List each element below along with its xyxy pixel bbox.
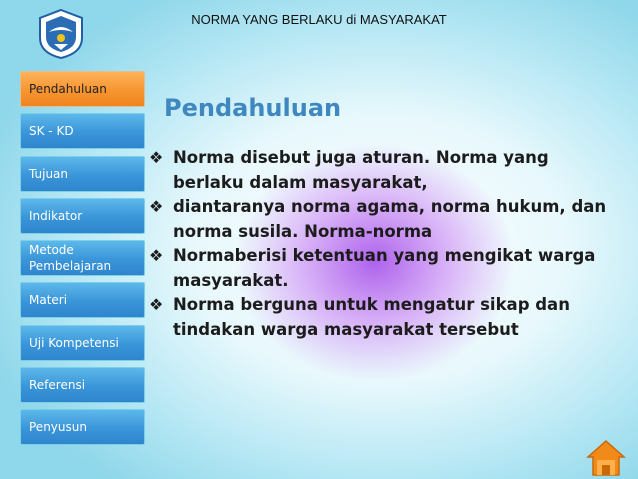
diamond-bullet-icon: ❖ bbox=[149, 295, 164, 314]
section-heading: Pendahuluan bbox=[164, 94, 342, 122]
bullet-list bbox=[147, 146, 617, 342]
sidebar-item-label: Tujuan bbox=[29, 167, 69, 181]
sidebar-item-referensi[interactable] bbox=[20, 367, 145, 403]
slide-title: NORMA YANG BERLAKU di MASYARAKAT bbox=[191, 12, 447, 27]
list-item bbox=[147, 293, 617, 342]
list-item-text: Normaberisi ketentuan yang mengikat warga masyarakat. bbox=[173, 246, 596, 290]
diamond-bullet-icon: ❖ bbox=[149, 148, 164, 167]
sidebar-item-label: Indikator bbox=[29, 209, 83, 223]
tut-wuri-handayani-logo bbox=[36, 8, 86, 60]
list-item-text: Norma berguna untuk mengatur sikap dan tindakan warga masyarakat tersebut bbox=[173, 295, 570, 339]
list-item bbox=[147, 244, 617, 293]
list-item bbox=[147, 146, 617, 195]
sidebar-item-materi[interactable] bbox=[20, 282, 145, 318]
diamond-bullet-icon: ❖ bbox=[149, 246, 164, 265]
sidebar-item-penyusun[interactable] bbox=[20, 409, 145, 445]
diamond-bullet-icon: ❖ bbox=[149, 197, 164, 216]
sidebar-item-label: Materi bbox=[29, 293, 68, 307]
sidebar-item-label: SK - KD bbox=[29, 124, 74, 138]
sidebar-item-label: Uji Kompetensi bbox=[29, 336, 119, 350]
sidebar-item-sk-kd[interactable] bbox=[20, 113, 145, 149]
sidebar-item-label: Pendahuluan bbox=[29, 82, 107, 96]
sidebar-item-pendahuluan[interactable] bbox=[20, 71, 145, 107]
sidebar-item-indikator[interactable] bbox=[20, 198, 145, 234]
sidebar-item-metode-pembelajaran[interactable] bbox=[20, 240, 145, 276]
sidebar-item-tujuan[interactable] bbox=[20, 156, 145, 192]
list-item bbox=[147, 195, 617, 244]
sidebar-item-uji-kompetensi[interactable] bbox=[20, 325, 145, 361]
sidebar-item-label: Penyusun bbox=[29, 420, 87, 434]
sidebar-item-label: Referensi bbox=[29, 378, 86, 392]
list-item-text: Norma disebut juga aturan. Norma yang berlaku dalam masyarakat, bbox=[173, 148, 549, 192]
home-icon[interactable] bbox=[586, 438, 626, 478]
sidebar-item-label: Metode Pembelajaran bbox=[29, 243, 112, 273]
list-item-text: diantaranya norma agama, norma hukum, dan norma susila. Norma-norma bbox=[173, 197, 607, 241]
